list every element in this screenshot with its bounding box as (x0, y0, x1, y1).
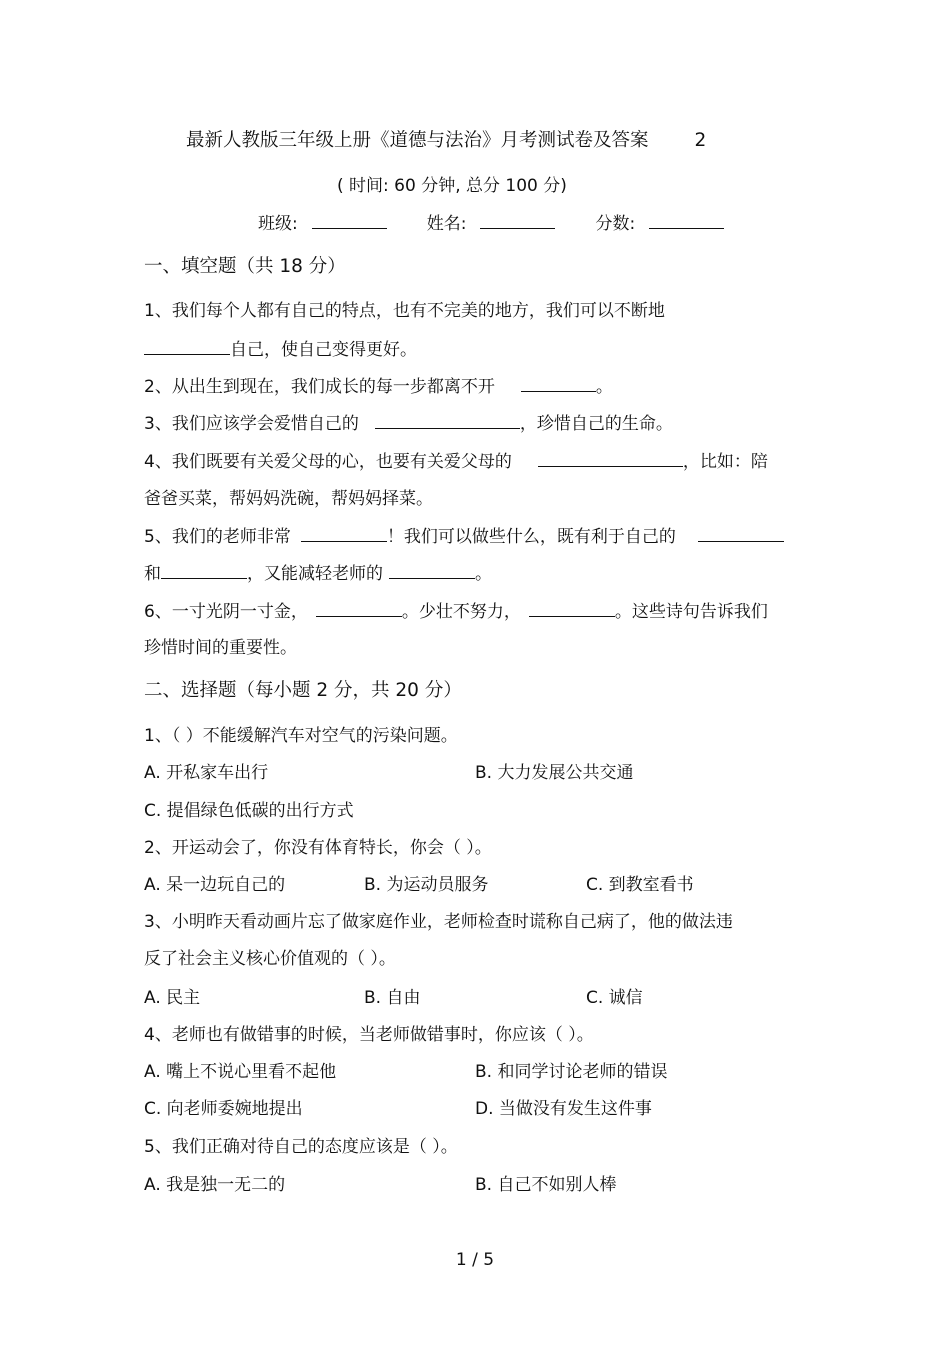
fill-blank[interactable] (389, 562, 475, 579)
choice-q4-option-b[interactable]: B. 和同学讨论老师的错误 (475, 1062, 668, 1082)
page-number: 1 / 5 (455, 1250, 495, 1270)
choice-q4-option-d[interactable]: D. 当做没有发生这件事 (475, 1099, 652, 1119)
choice-q1-option-b[interactable]: B. 大力发展公共交通 (475, 763, 634, 783)
doc-title (186, 130, 706, 152)
choice-q1-option-c[interactable]: C. 提倡绿色低碳的出行方式 (144, 801, 354, 821)
doc-subtitle: ( 时间: 60 分钟, 总分 100 分) (337, 176, 567, 196)
fill-blank[interactable] (521, 375, 596, 392)
fill-q1-text: 自己，使自己变得更好。 (230, 340, 417, 360)
fill-q6-line1 (144, 600, 768, 623)
choice-q3-option-c[interactable]: C. 诚信 (586, 988, 643, 1008)
fill-q5-text: 5、我们的老师非常 (144, 527, 291, 547)
fill-q2 (144, 375, 613, 398)
class-blank[interactable] (312, 212, 387, 229)
choice-q2-option-b[interactable]: B. 为运动员服务 (364, 875, 489, 895)
fill-q4-line2: 爸爸买菜，帮妈妈洗碗，帮妈妈择菜。 (144, 489, 433, 509)
fill-blank[interactable] (529, 600, 615, 617)
name-label: 姓名: (426, 214, 467, 234)
score-blank[interactable] (649, 212, 724, 229)
choice-q2-option-c[interactable]: C. 到教室看书 (586, 875, 694, 895)
fill-q5-text2: ，又能减轻老师的 (247, 564, 383, 584)
name-blank[interactable] (480, 212, 555, 229)
choice-q3-line1: 3、小明昨天看动画片忘了做家庭作业，老师检查时谎称自己病了，他的做法违 (144, 912, 733, 932)
choice-q3-option-b[interactable]: B. 自由 (364, 988, 421, 1008)
class-label: 班级: (258, 214, 298, 234)
choice-q4-option-c[interactable]: C. 向老师委婉地提出 (144, 1099, 303, 1119)
choice-q2: 2、开运动会了，你没有体育特长，你会（ ）。 (144, 838, 492, 858)
fill-q6-line2: 珍惜时间的重要性。 (144, 638, 297, 658)
fill-q3 (144, 412, 673, 435)
fill-q3-end: ，珍惜自己的生命。 (519, 414, 673, 434)
choice-q5-option-a[interactable]: A. 我是独一无二的 (144, 1175, 286, 1195)
info-row (258, 212, 724, 235)
fill-q1-line2 (144, 338, 417, 361)
fill-q6-text: 6、一寸光阴一寸金， (144, 602, 308, 622)
choice-q4: 4、老师也有做错事的时候，当老师做错事时，你应该（ ）。 (144, 1025, 594, 1045)
fill-blank[interactable] (538, 450, 683, 467)
fill-q2-end: 。 (595, 377, 613, 397)
fill-q5-line1 (144, 525, 784, 548)
fill-q6-mid2: 。这些诗句告诉我们 (614, 602, 768, 622)
fill-q5-end: 。 (475, 564, 492, 584)
fill-blank[interactable] (375, 412, 520, 429)
fill-blank[interactable] (316, 600, 402, 617)
fill-q5-line2 (144, 562, 492, 585)
choice-q5: 5、我们正确对待自己的态度应该是（ ）。 (144, 1137, 458, 1157)
fill-q4-line1 (144, 450, 768, 473)
choice-q5-option-b[interactable]: B. 自己不如别人棒 (475, 1175, 617, 1195)
doc-title-text: 最新人教版三年级上册《道德与法治》月考测试卷及答案 (186, 130, 649, 151)
fill-q5-mid: ！我们可以做些什么，既有利于自己的 (386, 527, 676, 547)
choice-q2-option-a[interactable]: A. 呆一边玩自己的 (144, 875, 286, 895)
fill-q4-mid: ，比如：陪 (682, 452, 768, 472)
fill-blank[interactable] (698, 525, 784, 542)
fill-q5-and: 和 (144, 564, 161, 584)
choice-q4-option-a[interactable]: A. 嘴上不说心里看不起他 (144, 1062, 337, 1082)
fill-blank[interactable] (161, 562, 247, 579)
fill-q3-text: 3、我们应该学会爱惜自己的 (144, 414, 359, 434)
choice-q1-option-a[interactable]: A. 开私家车出行 (144, 763, 269, 783)
score-label: 分数: (595, 214, 636, 234)
choice-q3-option-a[interactable]: A. 民主 (144, 988, 201, 1008)
section-heading-choice: 二、选择题（每小题 2 分，共 20 分） (144, 680, 462, 701)
fill-q4-text: 4、我们既要有关爱父母的心，也要有关爱父母的 (144, 452, 512, 472)
fill-blank[interactable] (301, 525, 387, 542)
section-heading-fill: 一、填空题（共 18 分） (144, 256, 346, 277)
doc-title-number: 2 (694, 130, 707, 151)
fill-q6-mid: 。少壮不努力， (401, 602, 521, 622)
fill-blank[interactable] (144, 338, 230, 355)
choice-q1: 1、（ ）不能缓解汽车对空气的污染问题。 (144, 726, 458, 746)
fill-q2-text: 2、从出生到现在，我们成长的每一步都离不开 (144, 377, 495, 397)
fill-q1-line1: 1、我们每个人都有自己的特点，也有不完美的地方，我们可以不断地 (144, 301, 665, 321)
choice-q3-line2: 反了社会主义核心价值观的（ ）。 (144, 949, 396, 969)
